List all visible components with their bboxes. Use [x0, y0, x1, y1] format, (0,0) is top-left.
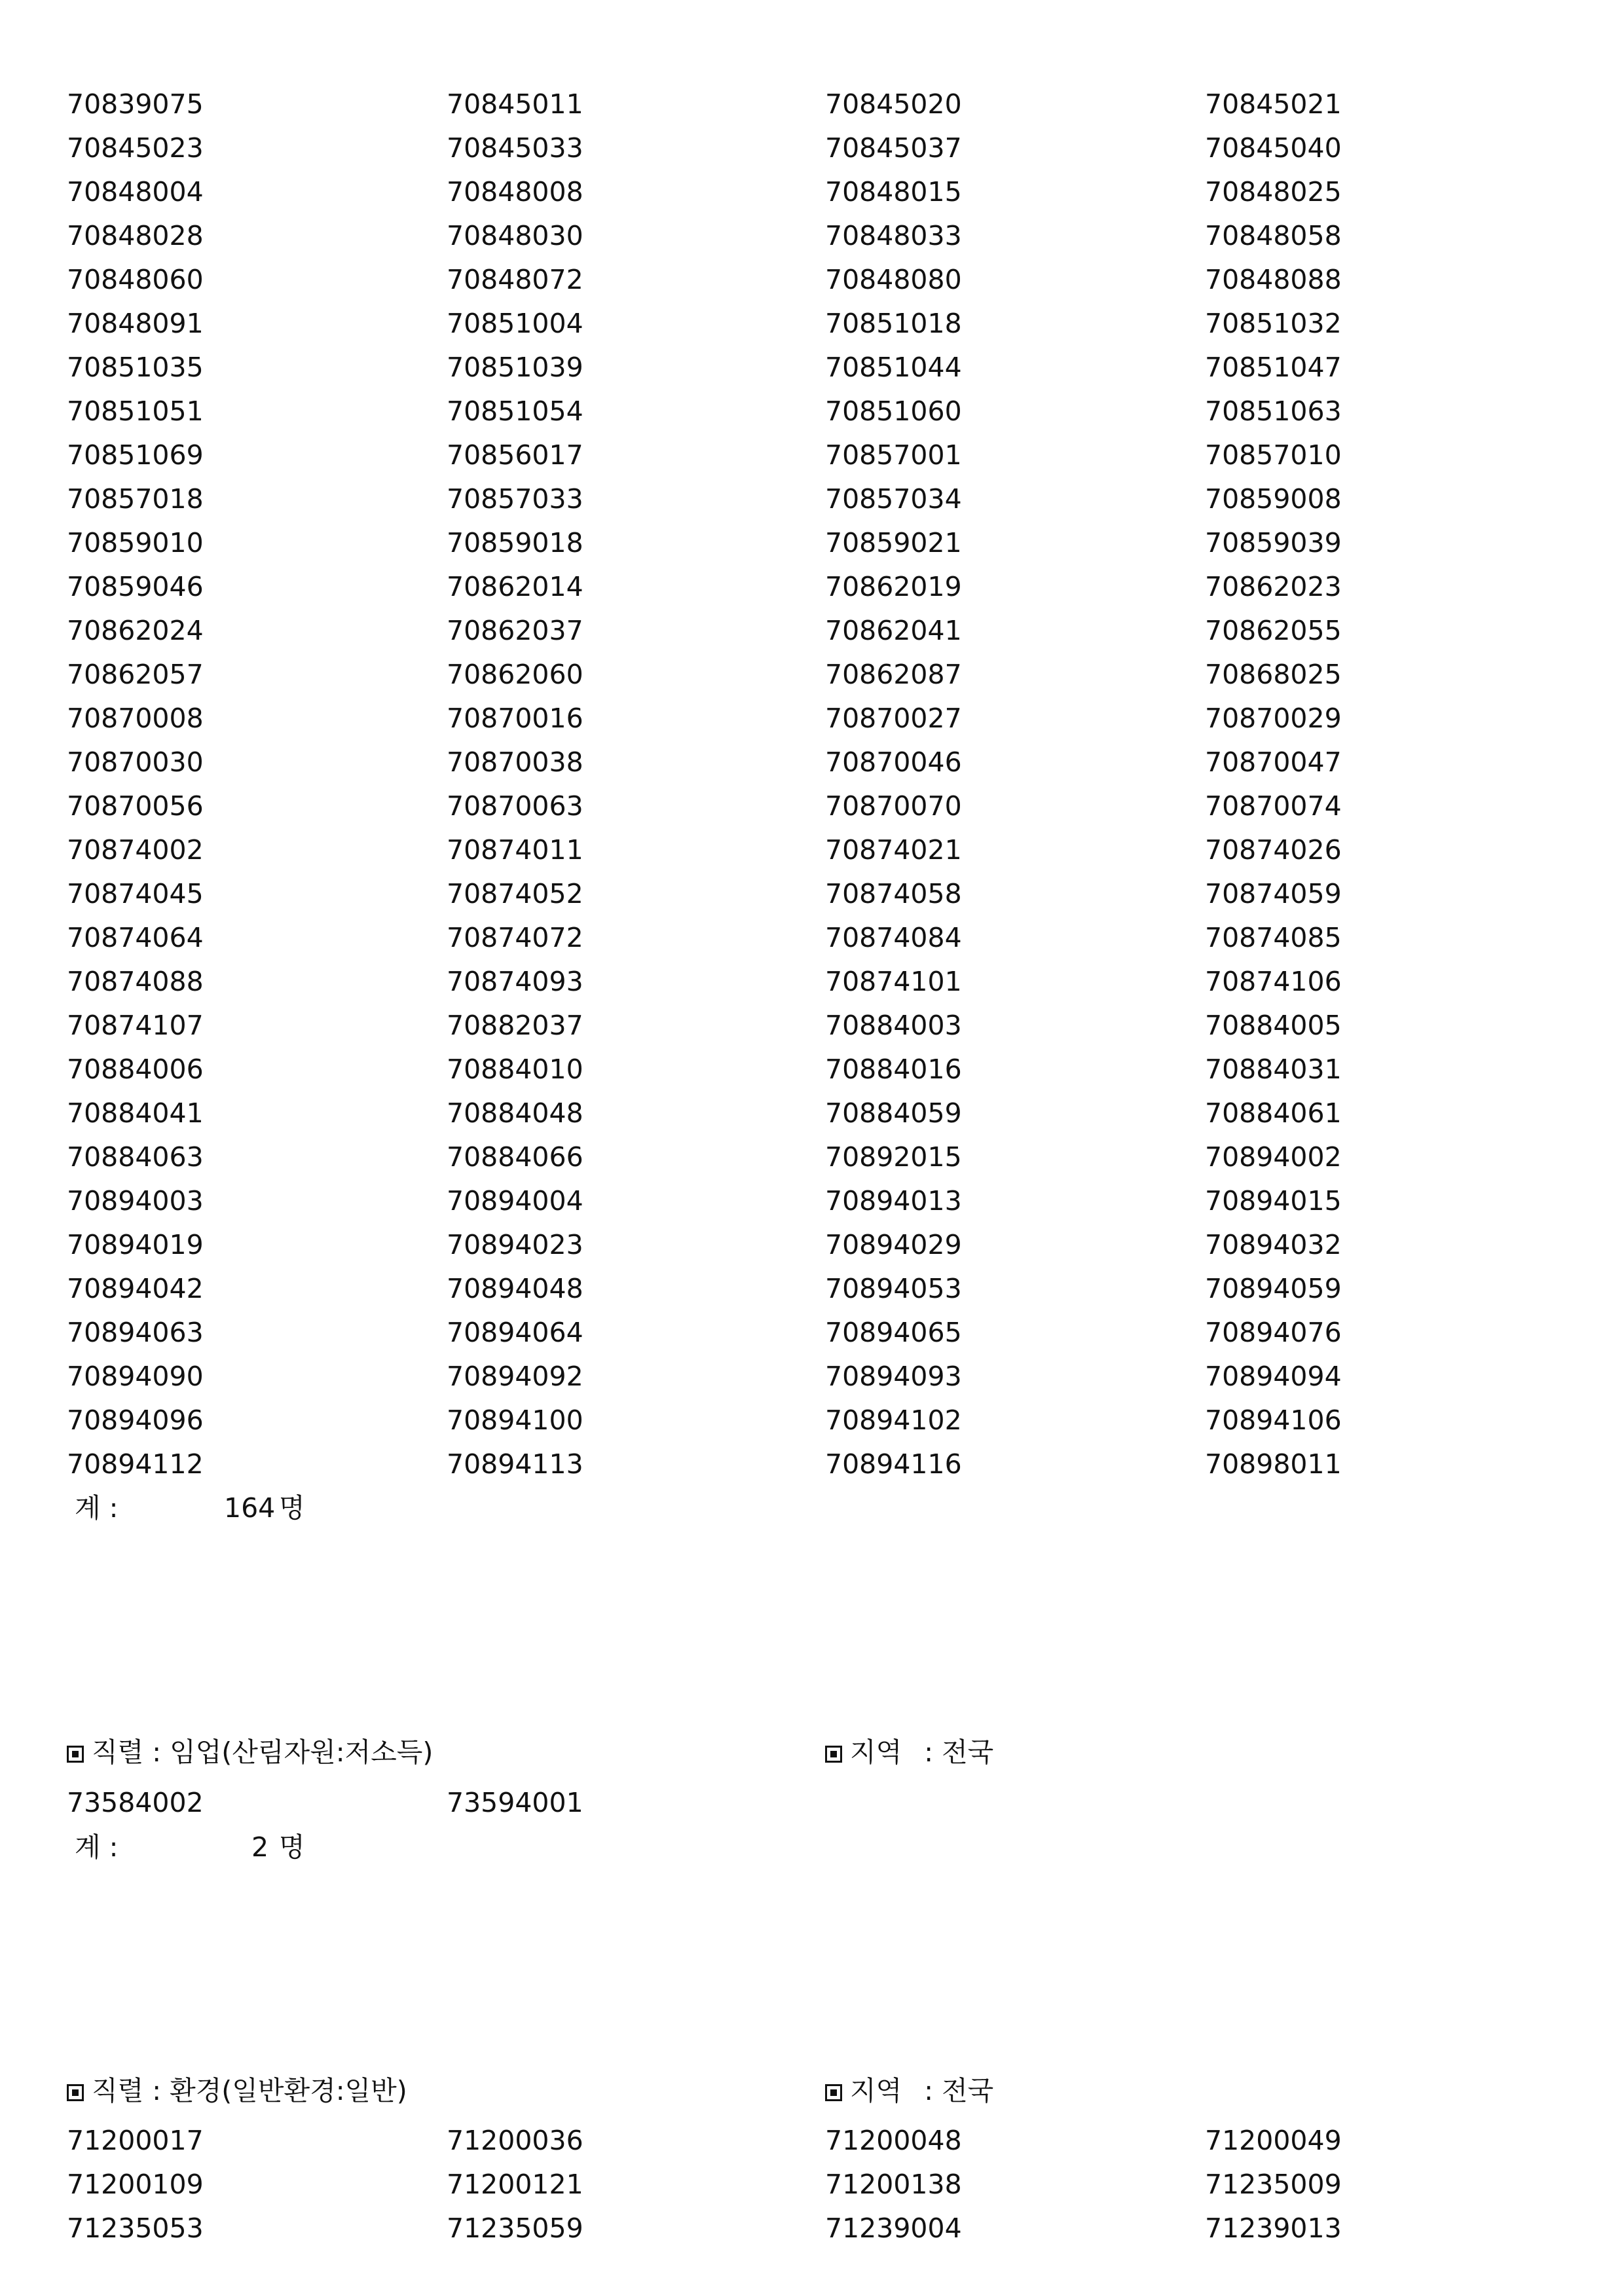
candidate-id: 71200109	[67, 2169, 204, 2200]
candidate-id: 70870027	[825, 703, 962, 734]
candidate-id: 70894076	[1205, 1317, 1342, 1348]
candidate-id: 70892015	[825, 1141, 962, 1173]
candidate-id: 70870070	[825, 790, 962, 822]
candidate-id: 70870016	[447, 703, 583, 734]
candidate-id: 70848088	[1205, 264, 1342, 295]
job-series-heading	[67, 2069, 407, 2113]
candidate-id: 70848008	[447, 176, 583, 208]
candidate-id: 70862037	[447, 615, 583, 646]
candidate-id: 70859010	[67, 527, 204, 559]
candidate-id: 70851044	[825, 352, 962, 383]
candidate-id: 70851032	[1205, 308, 1342, 339]
region-label: 지역	[850, 1736, 902, 1768]
candidate-id: 70848060	[67, 264, 204, 295]
section-total	[75, 1826, 305, 1869]
candidate-id: 70894013	[825, 1185, 962, 1217]
candidate-id: 70884059	[825, 1097, 962, 1129]
square-bullet-icon	[67, 2084, 84, 2101]
candidate-id: 70848030	[447, 220, 583, 251]
candidate-id: 70845033	[447, 132, 583, 164]
candidate-id: 71235059	[447, 2212, 583, 2244]
candidate-id: 70839075	[67, 88, 204, 120]
square-bullet-icon	[67, 1746, 84, 1763]
candidate-id: 70894002	[1205, 1141, 1342, 1173]
total-unit: 명	[279, 1831, 305, 1863]
candidate-id: 70894003	[67, 1185, 204, 1217]
candidate-id: 71200138	[825, 2169, 962, 2200]
candidate-id: 70851004	[447, 308, 583, 339]
candidate-id: 70848091	[67, 308, 204, 339]
candidate-id: 70859008	[1205, 483, 1342, 515]
candidate-id: 70870038	[447, 746, 583, 778]
region-value: : 전국	[924, 1736, 994, 1768]
candidate-id: 70859046	[67, 571, 204, 602]
candidate-id: 70851060	[825, 395, 962, 427]
candidate-id: 70870046	[825, 746, 962, 778]
job-series-text: 직렬 : 환경(일반환경:일반)	[92, 2075, 407, 2106]
candidate-id: 70851051	[67, 395, 204, 427]
region-value: : 전국	[924, 2075, 994, 2106]
candidate-id: 70857033	[447, 483, 583, 515]
section-total	[75, 1486, 305, 1530]
candidate-id: 70884006	[67, 1054, 204, 1085]
candidate-id: 70862023	[1205, 571, 1342, 602]
candidate-id: 70894048	[447, 1273, 583, 1304]
candidate-id: 70884048	[447, 1097, 583, 1129]
candidate-id: 70874093	[447, 966, 583, 997]
candidate-id: 70894092	[447, 1361, 583, 1392]
candidate-id: 70857001	[825, 439, 962, 471]
candidate-id-grid	[67, 1781, 1507, 1825]
candidate-id: 70884005	[1205, 1010, 1342, 1041]
region-heading	[825, 1731, 993, 1774]
total-count: 164	[224, 1492, 276, 1524]
candidate-id: 70894065	[825, 1317, 962, 1348]
candidate-id: 70848033	[825, 220, 962, 251]
total-label: 계 :	[75, 1831, 119, 1863]
candidate-id: 70894094	[1205, 1361, 1342, 1392]
candidate-id: 70870063	[447, 790, 583, 822]
candidate-id: 70874101	[825, 966, 962, 997]
candidate-id: 71200048	[825, 2125, 962, 2156]
candidate-id: 70894090	[67, 1361, 204, 1392]
candidate-id: 73594001	[447, 1787, 583, 1818]
candidate-id: 70884063	[67, 1141, 204, 1173]
candidate-id: 70874106	[1205, 966, 1342, 997]
candidate-id: 70894113	[447, 1448, 583, 1480]
candidate-id: 70894019	[67, 1229, 204, 1260]
candidate-id: 70874072	[447, 922, 583, 953]
candidate-id: 70848015	[825, 176, 962, 208]
candidate-id: 70894029	[825, 1229, 962, 1260]
candidate-id: 70845023	[67, 132, 204, 164]
section-header	[67, 2069, 1507, 2113]
candidate-id: 70874058	[825, 878, 962, 909]
candidate-id: 70848072	[447, 264, 583, 295]
candidate-id: 71200036	[447, 2125, 583, 2156]
candidate-id: 70848028	[67, 220, 204, 251]
candidate-id: 70894093	[825, 1361, 962, 1392]
candidate-id: 70894042	[67, 1273, 204, 1304]
candidate-id: 70845011	[447, 88, 583, 120]
candidate-id: 70894100	[447, 1405, 583, 1436]
candidate-id: 70894112	[67, 1448, 204, 1480]
candidate-id: 70845040	[1205, 132, 1342, 164]
total-count: 2	[251, 1831, 269, 1863]
square-bullet-icon	[825, 2084, 842, 2101]
region-label: 지역	[850, 2075, 902, 2106]
candidate-id: 70870029	[1205, 703, 1342, 734]
candidate-id: 70870056	[67, 790, 204, 822]
candidate-id: 70851054	[447, 395, 583, 427]
candidate-id: 70884016	[825, 1054, 962, 1085]
candidate-id: 70894004	[447, 1185, 583, 1217]
candidate-id: 71239004	[825, 2212, 962, 2244]
candidate-id: 71239013	[1205, 2212, 1342, 2244]
candidate-id: 71235009	[1205, 2169, 1342, 2200]
candidate-id: 70874011	[447, 834, 583, 866]
candidate-id: 70857034	[825, 483, 962, 515]
candidate-id: 70894023	[447, 1229, 583, 1260]
candidate-id: 70868025	[1205, 659, 1342, 690]
candidate-id: 70874059	[1205, 878, 1342, 909]
candidate-id: 70870008	[67, 703, 204, 734]
candidate-id: 70857010	[1205, 439, 1342, 471]
candidate-id: 70894106	[1205, 1405, 1342, 1436]
candidate-id: 70874026	[1205, 834, 1342, 866]
candidate-id: 70862019	[825, 571, 962, 602]
candidate-id: 70851018	[825, 308, 962, 339]
candidate-id: 70859039	[1205, 527, 1342, 559]
candidate-id: 70851069	[67, 439, 204, 471]
candidate-id: 70894015	[1205, 1185, 1342, 1217]
candidate-id: 70859018	[447, 527, 583, 559]
candidate-id: 70845020	[825, 88, 962, 120]
candidate-id: 70845021	[1205, 88, 1342, 120]
candidate-id: 70884010	[447, 1054, 583, 1085]
candidate-id: 70862024	[67, 615, 204, 646]
candidate-id: 70894102	[825, 1405, 962, 1436]
candidate-id: 70848080	[825, 264, 962, 295]
candidate-id: 70882037	[447, 1010, 583, 1041]
candidate-id: 70884003	[825, 1010, 962, 1041]
candidate-id: 70894032	[1205, 1229, 1342, 1260]
candidate-id: 70848058	[1205, 220, 1342, 251]
job-series-text: 직렬 : 임업(산림자원:저소득)	[92, 1736, 434, 1768]
candidate-id: 71235053	[67, 2212, 204, 2244]
candidate-id: 70874002	[67, 834, 204, 866]
candidate-id: 73584002	[67, 1787, 204, 1818]
candidate-id: 70870047	[1205, 746, 1342, 778]
candidate-id: 70851047	[1205, 352, 1342, 383]
candidate-id: 70862055	[1205, 615, 1342, 646]
candidate-id: 70856017	[447, 439, 583, 471]
candidate-id: 70862014	[447, 571, 583, 602]
candidate-id: 70894059	[1205, 1273, 1342, 1304]
candidate-id: 70898011	[1205, 1448, 1342, 1480]
candidate-id: 70848004	[67, 176, 204, 208]
candidate-id: 71200017	[67, 2125, 204, 2156]
candidate-id: 71200049	[1205, 2125, 1342, 2156]
candidate-id: 70862087	[825, 659, 962, 690]
candidate-id: 70894063	[67, 1317, 204, 1348]
candidate-id: 70857018	[67, 483, 204, 515]
section-header	[67, 1731, 1507, 1774]
total-label: 계 :	[75, 1492, 119, 1524]
candidate-id: 70874052	[447, 878, 583, 909]
candidate-id: 70848025	[1205, 176, 1342, 208]
candidate-id: 70884061	[1205, 1097, 1342, 1129]
candidate-id: 70862041	[825, 615, 962, 646]
candidate-id: 71200121	[447, 2169, 583, 2200]
candidate-id: 70862057	[67, 659, 204, 690]
candidate-id-grid	[67, 2119, 1507, 2250]
candidate-id: 70874085	[1205, 922, 1342, 953]
candidate-id-grid	[67, 83, 1507, 1486]
candidate-id: 70874088	[67, 966, 204, 997]
candidate-id: 70859021	[825, 527, 962, 559]
candidate-id: 70870074	[1205, 790, 1342, 822]
candidate-id: 70894064	[447, 1317, 583, 1348]
candidate-id: 70862060	[447, 659, 583, 690]
candidate-id: 70894053	[825, 1273, 962, 1304]
total-unit: 명	[279, 1492, 305, 1524]
candidate-id: 70884041	[67, 1097, 204, 1129]
candidate-id: 70884031	[1205, 1054, 1342, 1085]
candidate-id: 70874021	[825, 834, 962, 866]
candidate-id: 70894096	[67, 1405, 204, 1436]
candidate-id: 70874045	[67, 878, 204, 909]
candidate-id: 70874064	[67, 922, 204, 953]
candidate-id: 70851063	[1205, 395, 1342, 427]
candidate-id: 70874107	[67, 1010, 204, 1041]
candidate-id: 70851035	[67, 352, 204, 383]
job-series-heading	[67, 1731, 433, 1774]
candidate-id: 70894116	[825, 1448, 962, 1480]
candidate-id: 70870030	[67, 746, 204, 778]
candidate-id: 70845037	[825, 132, 962, 164]
candidate-id: 70884066	[447, 1141, 583, 1173]
candidate-id: 70851039	[447, 352, 583, 383]
candidate-id: 70874084	[825, 922, 962, 953]
square-bullet-icon	[825, 1746, 842, 1763]
region-heading	[825, 2069, 993, 2113]
